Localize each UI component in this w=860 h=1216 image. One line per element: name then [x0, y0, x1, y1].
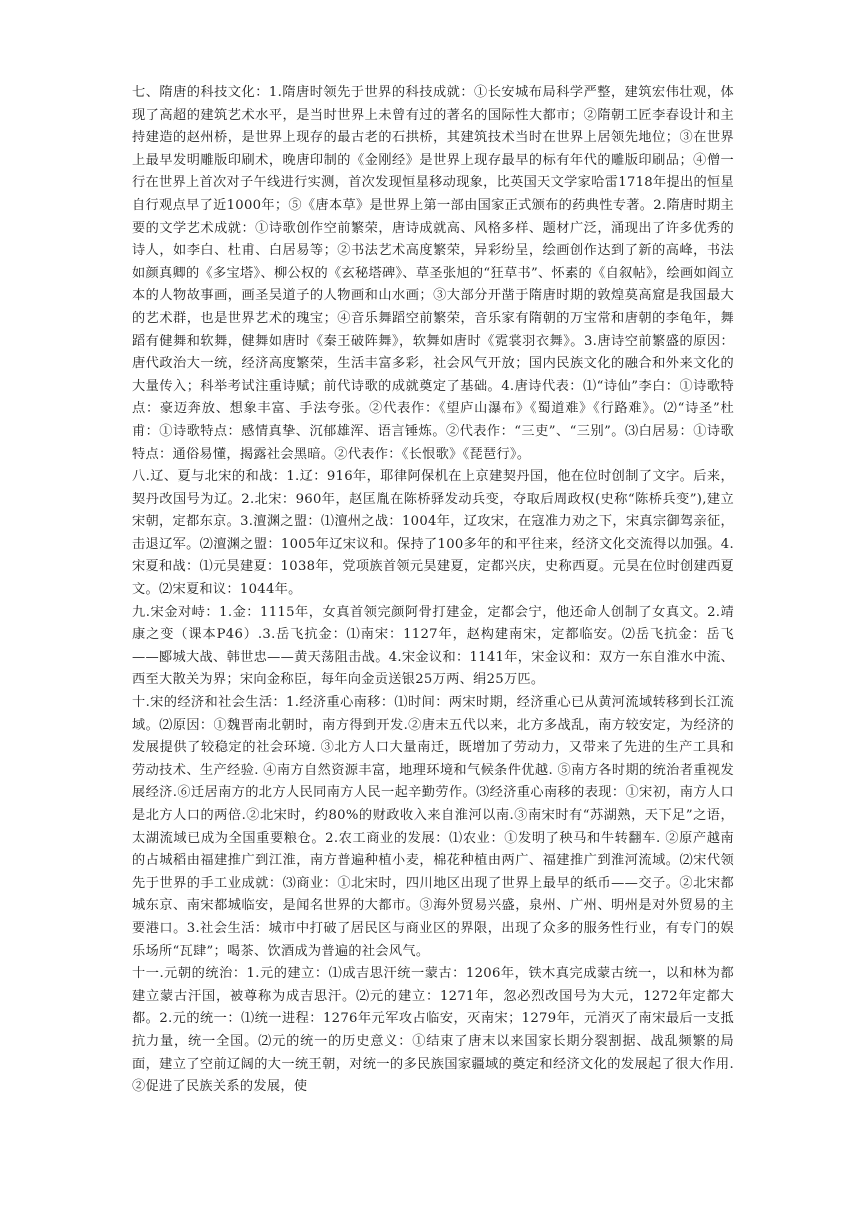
- paragraph-liao-xia-song: 八.辽、夏与北宋的和战：1.辽：916年，耶律阿保机在上京建契丹国，他在位时创制了文字。后来，契丹改国号为辽。2.北宋：960年，赵匡胤在陈桥驿发动兵变，夺取后周政权(史称“陈桥兵变”),建立宋朝，定都东京。3.澶渊之盟：⑴澶州之战：1004年，辽攻宋，在寇准力劝之下，宋真宗御驾亲征，击退辽军。⑵澶渊之盟：1005年辽宋议和。保持了100多年的和平往来，经济文化交流得以加强。4.宋夏和战：⑴元昊建夏：1038年，党项族首领元昊建夏，定都兴庆，史称西夏。元昊在位时创建西夏文。⑵宋夏和议：1044年。: [132, 469, 734, 598]
- paragraph-song-jin: 九.宋金对峙：1.金：1115年，女真首领完颜阿骨打建金，定都会宁，他还命人创制了女真文。2.靖康之变（课本P46）.3.岳飞抗金：⑴南宋：1127年，赵构建南宋，定都临安。⑵岳飞抗金：岳飞——郾城大战、韩世忠——黄天荡阻击战。4.宋金议和：1141年，宋金议和：双方一东自淮水中流、西至大散关为界；宋向金称臣，每年向金贡送银25万两、绢25万匹。: [132, 604, 734, 688]
- paragraph-sui-tang-culture: 七、隋唐的科技文化：1.隋唐时领先于世界的科技成就：①长安城布局科学严整，建筑宏伟壮观，体现了高超的建筑艺术水平，是当时世界上未曾有过的著名的国际性大都市；②隋朝工匠李春设计和主持建造的赵州桥，是世界上现存的最古老的石拱桥，其建筑技术当时在世界上居领先地位；③在世界上最早发明雕版印刷术，晚唐印制的《金刚经》是世界上现存最早的标有年代的雕版印刷品；④僧一行在世界上首次对子午线进行实测，首次发现恒星移动现象，比英国天文学家哈雷1718年提出的恒星自行观点早了近1000年；⑤《唐本草》是世界上第一部由国家正式颁布的药典性专著。2.隋唐时期主要的文学艺术成就：①诗歌创作空前繁荣，唐诗成就高、风格多样、题材广泛，涌现出了许多优秀的诗人，如李白、杜甫、白居易等；②书法艺术高度繁荣，异彩纷呈，绘画创作达到了新的高峰，书法如颜真卿的《多宝塔》、柳公权的《玄秘塔碑》、草圣张旭的“狂草书”、怀素的《自叙帖》，绘画如阎立本的人物故事画，画圣吴道子的人物画和山水画；③大部分开凿于隋唐时期的敦煌莫高窟是我国最大的艺术群，也是世界艺术的瑰宝；④音乐舞蹈空前繁荣，音乐家有隋朝的万宝常和唐朝的李龟年，舞蹈有健舞和软舞，健舞如唐时《秦王破阵舞》，软舞如唐时《霓裳羽衣舞》。3.唐诗空前繁盛的原因：唐代政治大一统，经济高度繁荣，生活丰富多彩，社会风气开放；国内民族文化的融合和外来文化的大量传入；科举考试注重诗赋；前代诗歌的成就奠定了基础。4.唐诗代表：⑴“诗仙”李白：①诗歌特点：豪迈奔放、想象丰富、手法夸张。②代表作：《望庐山瀑布》《蜀道难》《行路难》。⑵“诗圣”杜甫：①诗歌特点：感情真挚、沉郁雄浑、语言锤炼。②代表作：“三吏”、“三别”。⑶白居易：①诗歌特点：通俗易懂，揭露社会黑暗。②代表作：《长恨歌》《琵琶行》。: [132, 85, 734, 462]
- paragraph-yuan-dynasty: 十一.元朝的统治：1.元的建立：⑴成吉思汗统一蒙古：1206年，铁木真完成蒙古统一，以和林为都建立蒙古汗国，被尊称为成吉思汗。⑵元的建立：1271年，忽必烈改国号为大元，1272年定都大都。2.元的统一：⑴统一进程：1276年元军攻占临安，灭南宋；1279年，元消灭了南宋最后一支抵抗力量，统一全国。⑵元的统一的历史意义：①结束了唐末以来国家长期分裂割据、战乱频繁的局面，建立了空前辽阔的大一统王朝，对统一的多民族国家疆域的奠定和经济文化的发展起了很大作用. ②促进了民族关系的发展，使: [132, 966, 734, 1095]
- paragraph-song-economy: 十.宋的经济和社会生活：1.经济重心南移：⑴时间：两宋时期，经济重心已从黄河流域转移到长江流域。⑵原因：①魏晋南北朝时，南方得到开发.②唐末五代以来，北方多战乱，南方较安定，为经济的发展提供了较稳定的社会环境. ③北方人口大量南迁，既增加了劳动力，又带来了先进的生产工具和劳动技术、生产经验. ④南方自然资源丰富，地理环境和气候条件优越. ⑤南方各时期的统治者重视发展经济.⑥迁居南方的北方人民同南方人民一起辛勤劳作。⑶经济重心南移的表现：①宋初，南方人口是北方人口的两倍.②北宋时，约80%的财政收入来自淮河以南.③南宋时有“苏湖熟，天下足”之语，太湖流域已成为全国重要粮仓。2.农工商业的发展：⑴农业：①发明了秧马和牛转翻车. ②原产越南的占城稻由福建推广到江淮，南方普遍种植小麦，棉花种植由两广、福建推广到淮河流域。⑵宋代领先于世界的手工业成就：⑶商业：①北宋时，四川地区出现了世界上最早的纸币——交子。②北宋都城东京、南宋都城临安，是闻名世界的大都市。③海外贸易兴盛，泉州、广州、明州是对外贸易的主要港口。3.社会生活：城市中打破了居民区与商业区的界限，出现了众多的服务性行业，有专门的娱乐场所“瓦肆”；喝茶、饮酒成为普遍的社会风气。: [132, 695, 734, 959]
